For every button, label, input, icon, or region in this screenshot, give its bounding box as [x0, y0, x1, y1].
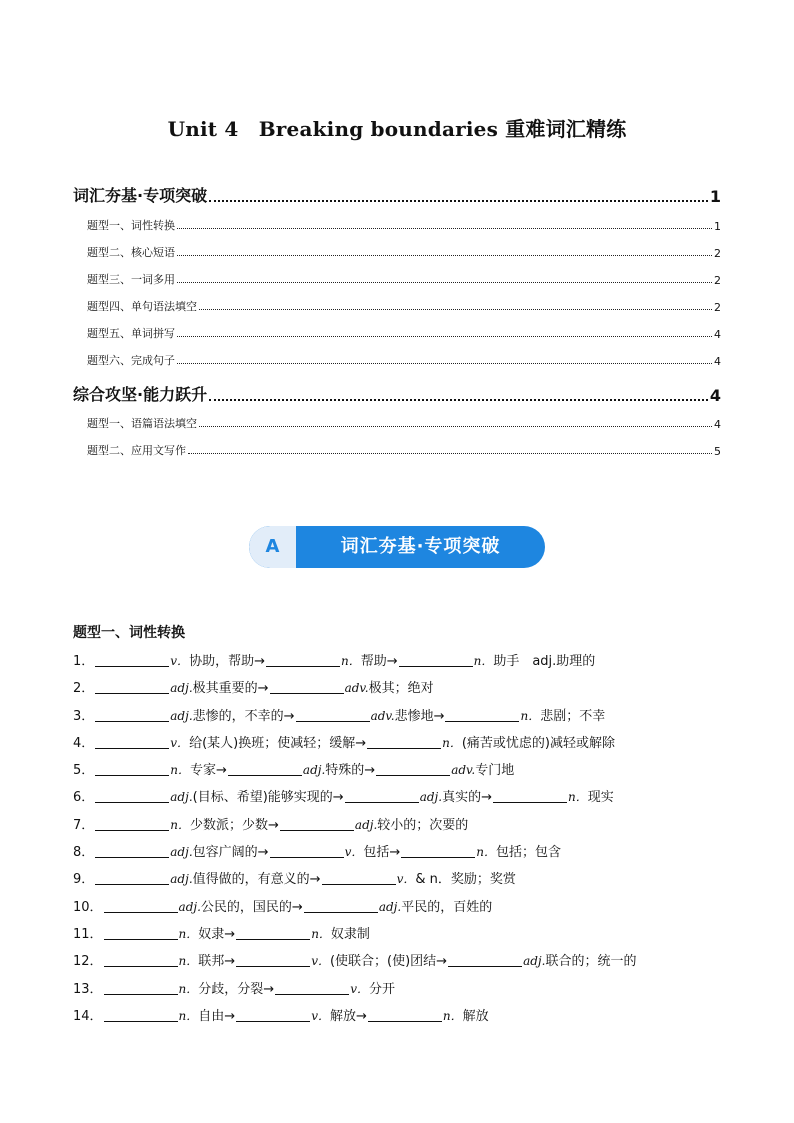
item-definition: adv.极其；绝对	[344, 681, 434, 697]
item-number: 5．	[73, 763, 95, 779]
list-item	[73, 868, 733, 895]
item-definition: v．& n．奖励；奖赏	[396, 872, 516, 888]
item-number: 8．	[73, 845, 95, 861]
answer-blank[interactable]	[95, 870, 169, 885]
answer-blank[interactable]	[228, 761, 302, 776]
toc-entry[interactable]	[73, 271, 721, 287]
item-definition: adv.专门地	[451, 763, 515, 779]
item-definition: n．奴隶→	[178, 926, 236, 942]
item-number: 3．	[73, 708, 95, 724]
list-item	[73, 950, 733, 977]
item-number: 1．	[73, 654, 95, 669]
answer-blank[interactable]	[399, 652, 473, 667]
toc-leader-dots	[209, 399, 708, 401]
item-definition: n．少数派；少数→	[170, 817, 279, 833]
list-item	[73, 1005, 733, 1032]
item-definition: adj.包容广阔的→	[170, 845, 269, 861]
item-definition: v．分开	[350, 981, 395, 997]
toc-entry[interactable]	[73, 325, 721, 341]
banner-text: 词汇夯基·专项突破	[340, 536, 501, 557]
answer-blank[interactable]	[445, 707, 519, 722]
answer-blank[interactable]	[275, 980, 349, 995]
item-definition: v．协助，帮助→	[170, 654, 265, 669]
toc-leader-dots	[177, 228, 712, 229]
toc-page-number: 2	[714, 274, 721, 287]
toc-entry-label: 词汇夯基·专项突破	[73, 186, 208, 205]
toc-page-number: 4	[714, 418, 721, 431]
toc-page-number: 1	[714, 220, 721, 233]
item-number: 11．	[73, 926, 103, 942]
item-definition: n．包括；包含	[476, 845, 561, 861]
answer-blank[interactable]	[95, 707, 169, 722]
exercise-list	[73, 650, 733, 1032]
answer-blank[interactable]	[104, 925, 178, 940]
list-item	[73, 978, 733, 1005]
item-number: 4．	[73, 735, 95, 751]
item-number: 9．	[73, 872, 95, 888]
item-definition: n．解放	[442, 1008, 489, 1024]
item-definition: adj.(目标、希望)能够实现的→	[170, 790, 344, 806]
toc-entry[interactable]	[73, 352, 721, 368]
answer-blank[interactable]	[448, 952, 522, 967]
item-definition: v．(使联合；(使)团结→	[311, 954, 448, 970]
answer-blank[interactable]	[280, 816, 354, 831]
answer-blank[interactable]	[236, 952, 310, 967]
toc-entry[interactable]	[73, 184, 721, 206]
answer-blank[interactable]	[368, 1007, 442, 1022]
item-definition: v．解放→	[311, 1008, 367, 1024]
item-definition: n．自由→	[178, 1008, 236, 1024]
item-number: 10．	[73, 899, 103, 915]
toc-entry-label: 题型六、完成句子	[87, 354, 175, 367]
item-definition: n．联邦→	[178, 954, 236, 970]
item-definition: n．专家→	[170, 763, 227, 779]
item-number: 6．	[73, 790, 95, 806]
answer-blank[interactable]	[95, 816, 169, 831]
list-item	[73, 732, 733, 759]
item-definition: v．包括→	[344, 845, 401, 861]
item-definition: adj.公民的，国民的→	[178, 899, 303, 915]
answer-blank[interactable]	[270, 843, 344, 858]
toc-entry-label: 题型三、一词多用	[87, 273, 175, 286]
answer-blank[interactable]	[296, 707, 370, 722]
toc-entry-label: 题型一、语篇语法填空	[87, 417, 197, 430]
list-item	[73, 923, 733, 950]
toc-entry[interactable]	[73, 217, 721, 233]
item-definition: adj.真实的→	[419, 790, 492, 806]
answer-blank[interactable]	[95, 734, 169, 749]
answer-blank[interactable]	[376, 761, 450, 776]
answer-blank[interactable]	[95, 843, 169, 858]
item-definition: n．现实	[567, 790, 614, 806]
toc-leader-dots	[177, 363, 712, 364]
banner-letter: A	[249, 526, 296, 568]
item-number: 14．	[73, 1008, 103, 1024]
item-definition: adj.较小的；次要的	[354, 817, 469, 833]
list-item	[73, 677, 733, 704]
item-definition: v．给(某人)换班；使减轻；缓解→	[170, 735, 367, 751]
section-heading: 题型一、词性转换	[73, 625, 185, 641]
toc-page-number: 2	[714, 247, 721, 260]
toc-leader-dots	[199, 309, 712, 310]
toc-entry-label: 题型二、应用文写作	[87, 444, 186, 457]
answer-blank[interactable]	[236, 925, 310, 940]
toc-page-number: 5	[714, 445, 721, 458]
toc-page-number: 4	[709, 386, 721, 405]
toc-leader-dots	[177, 255, 712, 256]
answer-blank[interactable]	[266, 652, 340, 667]
toc-entry[interactable]	[73, 298, 721, 314]
list-item	[73, 705, 733, 732]
list-item	[73, 650, 733, 677]
item-definition: n．分歧，分裂→	[178, 981, 275, 997]
answer-blank[interactable]	[104, 980, 178, 995]
list-item	[73, 814, 733, 841]
item-definition: adj.悲惨的，不幸的→	[170, 708, 295, 724]
list-item	[73, 759, 733, 786]
toc-leader-dots	[199, 426, 712, 427]
answer-blank[interactable]	[104, 898, 178, 913]
toc-entry-label: 题型五、单词拼写	[87, 327, 175, 340]
toc-entry[interactable]	[73, 415, 721, 431]
toc-page-number: 1	[709, 187, 721, 206]
toc-leader-dots	[177, 282, 712, 283]
item-definition: adv.悲惨地→	[370, 708, 445, 724]
list-item	[73, 896, 733, 923]
item-definition: n．助手 adj.助理的	[473, 654, 596, 669]
answer-blank[interactable]	[95, 788, 169, 803]
toc-page-number: 4	[714, 328, 721, 341]
item-number: 12．	[73, 954, 103, 970]
toc-page-number: 2	[714, 301, 721, 314]
item-definition: adj.极其重要的→	[170, 681, 269, 697]
answer-blank[interactable]	[367, 734, 441, 749]
item-definition: adj.值得做的，有意义的→	[170, 872, 321, 888]
toc-entry-label: 题型二、核心短语	[87, 246, 175, 259]
toc-entry-label: 综合攻坚·能力跃升	[73, 385, 208, 404]
item-number: 2．	[73, 681, 95, 697]
item-definition: adj.联合的；统一的	[523, 954, 637, 970]
toc-entry[interactable]	[73, 442, 721, 458]
toc-leader-dots	[209, 200, 708, 202]
item-number: 13．	[73, 981, 103, 997]
list-item	[73, 841, 733, 868]
item-definition: n．帮助→	[340, 654, 398, 669]
answer-blank[interactable]	[95, 679, 169, 694]
section-banner	[249, 526, 545, 568]
answer-blank[interactable]	[345, 788, 419, 803]
toc-leader-dots	[188, 453, 712, 454]
answer-blank[interactable]	[104, 952, 178, 967]
answer-blank[interactable]	[270, 679, 344, 694]
item-definition: n．(痛苦或忧虑的)减轻或解除	[442, 735, 615, 751]
item-definition: adj.特殊的→	[302, 763, 376, 779]
toc-entry[interactable]	[73, 244, 721, 260]
toc-entry[interactable]	[73, 383, 721, 405]
item-definition: n．悲剧；不幸	[520, 708, 606, 724]
toc-page-number: 4	[714, 355, 721, 368]
item-definition: n．奴隶制	[311, 926, 370, 942]
item-definition: adj.平民的，百姓的	[378, 899, 493, 915]
answer-blank[interactable]	[401, 843, 475, 858]
toc-leader-dots	[177, 336, 712, 337]
answer-blank[interactable]	[322, 870, 396, 885]
page-title: Unit 4 Breaking boundaries 重难词汇精练	[167, 117, 627, 141]
item-number: 7．	[73, 817, 95, 833]
toc-entry-label: 题型四、单句语法填空	[87, 300, 197, 313]
answer-blank[interactable]	[95, 652, 169, 667]
answer-blank[interactable]	[95, 761, 169, 776]
toc-entry-label: 题型一、词性转换	[87, 219, 175, 232]
answer-blank[interactable]	[236, 1007, 310, 1022]
answer-blank[interactable]	[493, 788, 567, 803]
answer-blank[interactable]	[104, 1007, 178, 1022]
list-item	[73, 786, 733, 813]
answer-blank[interactable]	[304, 898, 378, 913]
